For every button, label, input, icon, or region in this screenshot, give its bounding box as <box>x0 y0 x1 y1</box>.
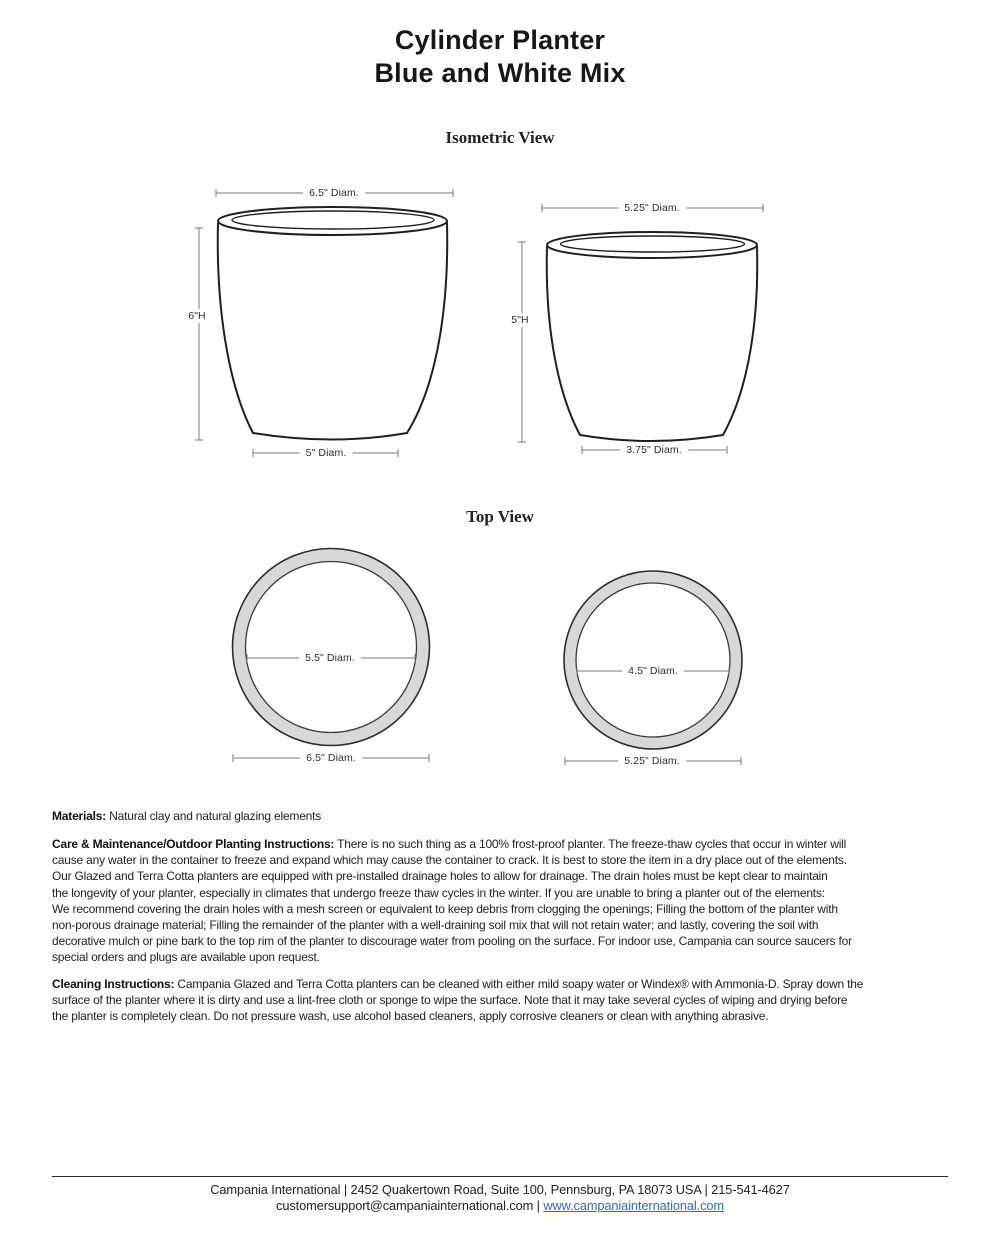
care-line: the longevity of your planter, especially in climates that undergo freeze thaw cycles in the winter. If you are unable to bring a planter out of the elements: <box>52 885 825 900</box>
small-planter-top-view-illustration <box>545 555 765 770</box>
dimension-label-height: 5"H <box>508 313 531 327</box>
planter-inner-opening-circle <box>246 562 417 733</box>
cleaning-label: Cleaning Instructions: <box>52 977 175 991</box>
dimension-label-height: 6"H <box>185 309 208 323</box>
care-line: Our Glazed and Terra Cotta planters are equipped with pre-installed drainage holes to allow for drainage. The drain holes must be kept clear to maintain <box>52 869 828 884</box>
cleaning-line <box>52 976 952 992</box>
height-dimension-line <box>518 242 526 442</box>
care-line-text: There is no such thing as a 100% frost-proof planter. The freeze-thaw cycles that occur in winter will <box>334 837 847 851</box>
page-title-line2: Blue and White Mix <box>374 58 626 88</box>
dimension-label-top-diameter: 6.5" Diam. <box>303 186 365 200</box>
care-line: non-porous drainage material; Filling the remainder of the planter with a well-draining soil mix that will not retain water; and lastly, covering the soil with <box>52 918 819 933</box>
cleaning-line-text: Campania Glazed and Terra Cotta planters can be cleaned with either mild soapy water or Windex® with Ammonia-D. Spray down the <box>174 977 864 991</box>
footer-separator: | <box>533 1198 544 1213</box>
height-dimension-line <box>195 228 203 440</box>
materials-text: Natural clay and natural glazing elements <box>106 809 322 823</box>
top-view-drawing-large-planter <box>220 535 450 780</box>
cleaning-instructions-paragraph <box>52 976 952 1025</box>
footer-email: customersupport@campaniainternational.com <box>276 1198 534 1213</box>
footer-divider <box>52 1176 948 1177</box>
dimension-label-bottom-diameter: 3.75" Diam. <box>620 443 688 457</box>
dimension-label-bottom-diameter: 5" Diam. <box>300 446 353 460</box>
care-maintenance-paragraph <box>52 836 952 966</box>
materials-label: Materials: <box>52 809 107 823</box>
top-view-drawing-small-planter <box>545 555 765 770</box>
large-planter-isometric-illustration <box>180 183 480 468</box>
care-line: We recommend covering the drain holes with a mesh screen or equivalent to keep debris from clogging the openings; Filling the bottom of the planter with <box>52 901 838 916</box>
materials-line <box>52 808 952 824</box>
care-line: cause any water in the container to freeze and expand which may cause the container to crack. It is best to store the item in a dry place out of the elements. <box>52 853 847 868</box>
planter-body-outline <box>547 247 757 441</box>
isometric-drawing-small-planter <box>505 198 785 468</box>
dimension-label-outer-diameter: 5.25" Diam. <box>618 754 686 768</box>
materials-paragraph <box>52 808 952 824</box>
care-line <box>52 836 952 852</box>
care-label: Care & Maintenance/Outdoor Planting Instructions: <box>52 837 335 851</box>
footer-website-link[interactable]: www.campaniainternational.com <box>543 1198 724 1213</box>
top-view-heading: Top View <box>466 507 534 526</box>
isometric-drawing-large-planter <box>180 183 480 468</box>
isometric-view-heading: Isometric View <box>445 128 555 147</box>
dimension-label-top-diameter: 5.25" Diam. <box>618 201 686 215</box>
small-planter-isometric-illustration <box>505 198 785 468</box>
page-title <box>0 24 1000 90</box>
dimension-label-outer-diameter: 6.5" Diam. <box>300 751 362 765</box>
planter-body-outline <box>218 223 447 440</box>
care-line: decorative mulch or pine bark to the top rim of the planter to discourage water from pooling on the surface. For indoor use, Campania can source saucers for <box>52 934 852 949</box>
footer-email-web-line <box>0 1198 1000 1213</box>
cleaning-line: the planter is completely clean. Do not pressure wash, use alcohol based cleaners, apply corrosive cleaners or clean with anything abrasive. <box>52 1009 769 1024</box>
planter-inner-opening-circle <box>576 583 730 737</box>
cleaning-line: surface of the planter where it is dirty and use a lint-free cloth or sponge to wipe the surface. Note that it may take several cycles of wiping and drying before <box>52 993 848 1008</box>
page-title-line1: Cylinder Planter <box>394 25 606 55</box>
footer-contact-line: Campania International | 2452 Quakertown Road, Suite 100, Pennsburg, PA 18073 USA | 215-541-4627 <box>210 1182 790 1197</box>
dimension-label-inner-diameter: 4.5" Diam. <box>622 664 684 678</box>
dimension-label-inner-diameter: 5.5" Diam. <box>299 651 361 665</box>
care-line: special orders and plugs are available upon request. <box>52 950 320 965</box>
